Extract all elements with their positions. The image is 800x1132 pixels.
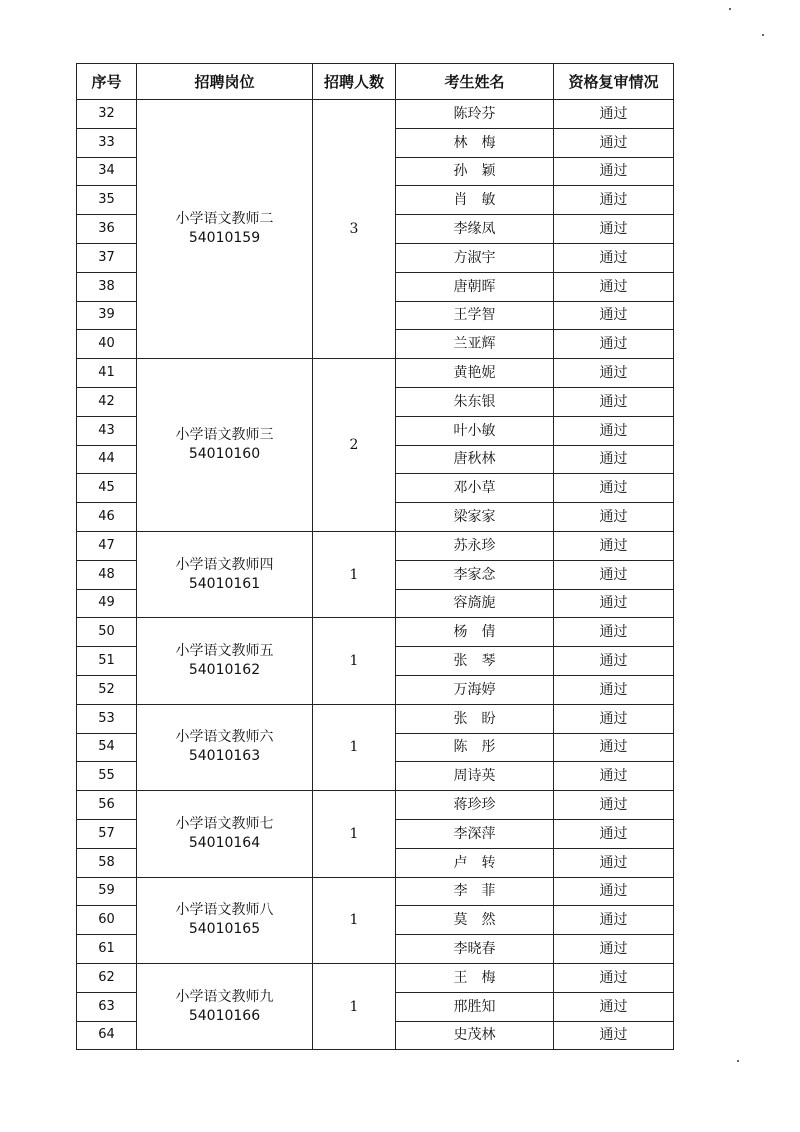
candidate-name-cell: 孙 颖	[396, 157, 554, 186]
table-body	[77, 100, 674, 1050]
position-code: 54010163	[188, 748, 261, 765]
seq-cell: 47	[77, 531, 137, 560]
candidate-name-cell: 肖 敏	[396, 186, 554, 215]
review-status-cell: 通过	[554, 819, 674, 848]
count-cell: 1	[313, 531, 396, 617]
position-title: 小学语文教师七	[175, 815, 274, 832]
review-status-cell: 通过	[554, 618, 674, 647]
candidate-name-cell: 朱东银	[396, 387, 554, 416]
scan-speck	[729, 8, 731, 10]
seq-cell: 54	[77, 733, 137, 762]
seq-cell: 56	[77, 791, 137, 820]
candidate-name-cell: 张 盼	[396, 704, 554, 733]
position-title: 小学语文教师二	[175, 211, 274, 228]
review-status-cell: 通过	[554, 675, 674, 704]
review-status-cell: 通过	[554, 445, 674, 474]
candidate-name-cell: 梁家家	[396, 503, 554, 532]
position-title: 小学语文教师四	[175, 556, 274, 573]
candidate-name-cell: 容旖旎	[396, 589, 554, 618]
candidate-name-cell: 杨 倩	[396, 618, 554, 647]
review-status-cell: 通过	[554, 992, 674, 1021]
review-status-cell: 通过	[554, 503, 674, 532]
seq-cell: 38	[77, 272, 137, 301]
review-results-table	[76, 63, 674, 1050]
seq-cell: 60	[77, 906, 137, 935]
position-cell	[137, 359, 313, 532]
review-status-cell: 通过	[554, 100, 674, 129]
header-row	[77, 64, 674, 100]
candidate-name-cell: 莫 然	[396, 906, 554, 935]
count-cell: 1	[313, 877, 396, 963]
review-status-cell: 通过	[554, 560, 674, 589]
candidate-name-cell: 张 琴	[396, 647, 554, 676]
seq-cell: 50	[77, 618, 137, 647]
table-row	[77, 704, 674, 733]
candidate-name-cell: 李缘凤	[396, 215, 554, 244]
review-status-cell: 通过	[554, 387, 674, 416]
seq-cell: 48	[77, 560, 137, 589]
position-cell	[137, 704, 313, 790]
position-cell	[137, 791, 313, 877]
review-status-cell: 通过	[554, 157, 674, 186]
position-code: 54010160	[188, 446, 261, 463]
candidate-name-cell: 林 梅	[396, 128, 554, 157]
candidate-name-cell: 黄艳妮	[396, 359, 554, 388]
candidate-name-cell: 万海婷	[396, 675, 554, 704]
position-code: 54010164	[188, 834, 261, 851]
seq-cell: 35	[77, 186, 137, 215]
review-status-cell: 通过	[554, 589, 674, 618]
count-cell: 1	[313, 618, 396, 704]
position-cell	[137, 100, 313, 359]
count-cell: 1	[313, 704, 396, 790]
candidate-name-cell: 陈 彤	[396, 733, 554, 762]
candidate-name-cell: 李家念	[396, 560, 554, 589]
candidate-name-cell: 王 梅	[396, 963, 554, 992]
header-count: 招聘人数	[313, 64, 396, 100]
scan-speck	[737, 1060, 739, 1062]
review-status-cell: 通过	[554, 935, 674, 964]
seq-cell: 34	[77, 157, 137, 186]
position-code: 54010166	[188, 1007, 261, 1024]
seq-cell: 40	[77, 330, 137, 359]
position-title: 小学语文教师八	[175, 902, 274, 919]
review-status-cell: 通过	[554, 704, 674, 733]
position-title: 小学语文教师五	[175, 643, 274, 660]
review-status-cell: 通过	[554, 762, 674, 791]
position-title: 小学语文教师六	[175, 729, 274, 746]
table-row	[77, 100, 674, 129]
candidate-name-cell: 蒋珍珍	[396, 791, 554, 820]
seq-cell: 44	[77, 445, 137, 474]
review-status-cell: 通过	[554, 848, 674, 877]
scan-speck	[762, 34, 764, 36]
candidate-name-cell: 邓小草	[396, 474, 554, 503]
candidate-name-cell: 邢胜知	[396, 992, 554, 1021]
header-position: 招聘岗位	[137, 64, 313, 100]
table-row	[77, 877, 674, 906]
seq-cell: 61	[77, 935, 137, 964]
header-seq: 序号	[77, 64, 137, 100]
position-cell	[137, 963, 313, 1049]
position-code: 54010161	[188, 575, 261, 592]
seq-cell: 41	[77, 359, 137, 388]
candidate-name-cell: 李深萍	[396, 819, 554, 848]
candidate-name-cell: 唐秋林	[396, 445, 554, 474]
seq-cell: 33	[77, 128, 137, 157]
candidate-name-cell: 史茂林	[396, 1021, 554, 1050]
position-cell	[137, 618, 313, 704]
seq-cell: 46	[77, 503, 137, 532]
position-code: 54010162	[188, 662, 261, 679]
position-cell	[137, 531, 313, 617]
candidate-name-cell: 方淑宇	[396, 243, 554, 272]
header-name: 考生姓名	[396, 64, 554, 100]
review-status-cell: 通过	[554, 474, 674, 503]
candidate-name-cell: 卢 转	[396, 848, 554, 877]
header-status: 资格复审情况	[554, 64, 674, 100]
seq-cell: 49	[77, 589, 137, 618]
seq-cell: 51	[77, 647, 137, 676]
count-cell: 1	[313, 791, 396, 877]
seq-cell: 59	[77, 877, 137, 906]
seq-cell: 42	[77, 387, 137, 416]
review-status-cell: 通过	[554, 301, 674, 330]
position-title: 小学语文教师九	[175, 988, 274, 1005]
seq-cell: 32	[77, 100, 137, 129]
review-status-cell: 通过	[554, 128, 674, 157]
candidate-name-cell: 兰亚辉	[396, 330, 554, 359]
count-cell: 2	[313, 359, 396, 532]
seq-cell: 39	[77, 301, 137, 330]
candidate-name-cell: 李晓春	[396, 935, 554, 964]
review-status-cell: 通过	[554, 215, 674, 244]
seq-cell: 64	[77, 1021, 137, 1050]
count-cell: 3	[313, 100, 396, 359]
seq-cell: 53	[77, 704, 137, 733]
candidate-name-cell: 王学智	[396, 301, 554, 330]
seq-cell: 55	[77, 762, 137, 791]
seq-cell: 63	[77, 992, 137, 1021]
review-status-cell: 通过	[554, 791, 674, 820]
candidate-name-cell: 李 菲	[396, 877, 554, 906]
position-code: 54010159	[188, 230, 261, 247]
seq-cell: 36	[77, 215, 137, 244]
review-status-cell: 通过	[554, 531, 674, 560]
count-cell: 1	[313, 963, 396, 1049]
candidate-name-cell: 周诗英	[396, 762, 554, 791]
review-status-cell: 通过	[554, 877, 674, 906]
seq-cell: 52	[77, 675, 137, 704]
review-status-cell: 通过	[554, 416, 674, 445]
seq-cell: 43	[77, 416, 137, 445]
candidate-name-cell: 唐朝晖	[396, 272, 554, 301]
candidate-name-cell: 陈玲芬	[396, 100, 554, 129]
seq-cell: 58	[77, 848, 137, 877]
review-status-cell: 通过	[554, 186, 674, 215]
review-status-cell: 通过	[554, 733, 674, 762]
review-status-cell: 通过	[554, 1021, 674, 1050]
table-row	[77, 359, 674, 388]
position-cell	[137, 877, 313, 963]
seq-cell: 37	[77, 243, 137, 272]
seq-cell: 62	[77, 963, 137, 992]
review-status-cell: 通过	[554, 243, 674, 272]
table-row	[77, 531, 674, 560]
table-row	[77, 791, 674, 820]
review-status-cell: 通过	[554, 963, 674, 992]
review-status-cell: 通过	[554, 906, 674, 935]
seq-cell: 57	[77, 819, 137, 848]
seq-cell: 45	[77, 474, 137, 503]
table-row	[77, 963, 674, 992]
review-status-cell: 通过	[554, 647, 674, 676]
review-status-cell: 通过	[554, 272, 674, 301]
position-code: 54010165	[188, 921, 261, 938]
position-title: 小学语文教师三	[175, 427, 274, 444]
table-row	[77, 618, 674, 647]
review-status-cell: 通过	[554, 330, 674, 359]
candidate-name-cell: 叶小敏	[396, 416, 554, 445]
candidate-name-cell: 苏永珍	[396, 531, 554, 560]
review-status-cell: 通过	[554, 359, 674, 388]
